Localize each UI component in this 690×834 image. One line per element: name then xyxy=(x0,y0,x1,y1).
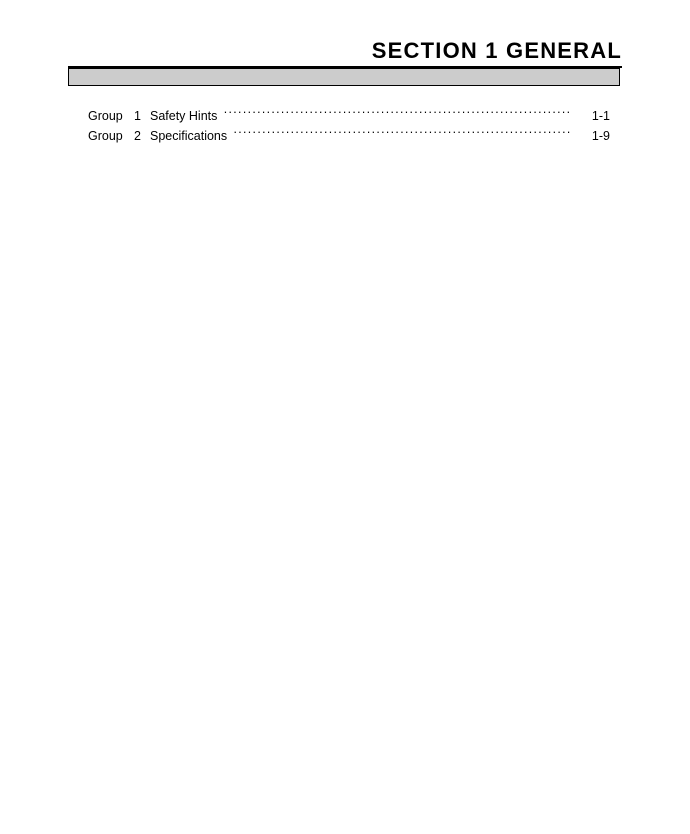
toc-group-number: 1 xyxy=(134,109,141,123)
toc-entry[interactable] xyxy=(88,106,610,126)
toc-group-number: 2 xyxy=(134,129,141,143)
toc-page-number: 1-9 xyxy=(591,129,610,143)
toc-entry[interactable] xyxy=(88,126,610,146)
toc-group-label: Group xyxy=(88,109,123,123)
toc-entry-title: Safety Hints xyxy=(150,109,218,123)
toc-dot-leader xyxy=(223,108,572,120)
toc-dot-leader xyxy=(233,128,572,140)
header-gray-bar xyxy=(68,68,620,86)
toc-entry-title: Specifications xyxy=(150,129,228,143)
toc-page-number: 1-1 xyxy=(591,109,610,123)
page-title: SECTION 1 GENERAL xyxy=(371,38,622,63)
table-of-contents xyxy=(88,106,610,146)
toc-group-label: Group xyxy=(88,129,123,143)
